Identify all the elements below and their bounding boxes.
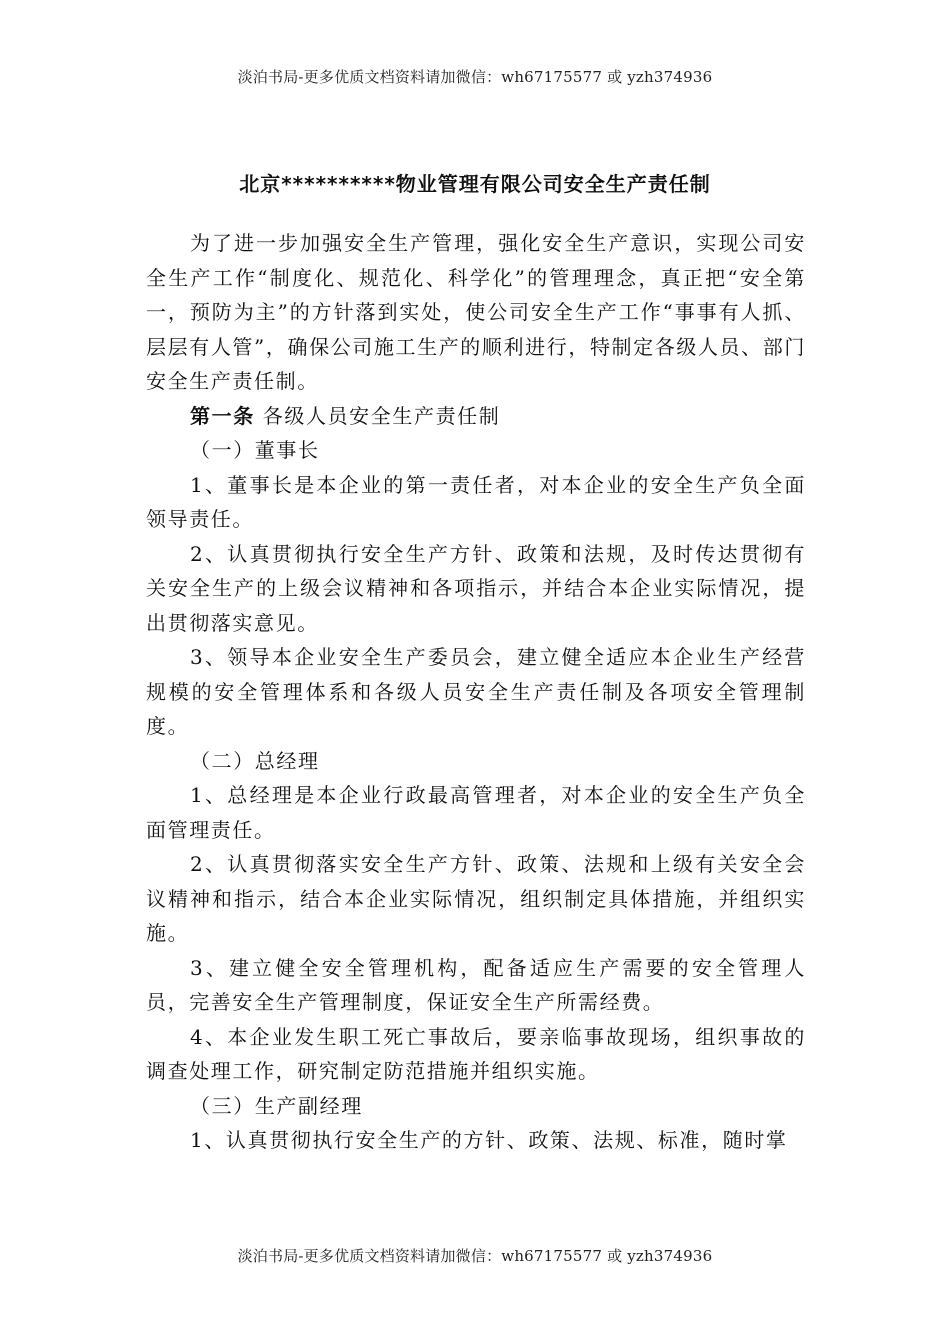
article-title: 各级人员安全生产责任制: [254, 403, 501, 428]
section-heading: （二）总经理: [190, 748, 320, 773]
list-item: 3、建立健全安全管理机构，配备适应生产需要的安全管理人员，完善安全生产管理制度，保证安全生产所需经费。: [146, 955, 806, 1014]
list-item: 1、总经理是本企业行政最高管理者，对本企业的安全生产负全面管理责任。: [146, 783, 806, 842]
page-header: 淡泊书局-更多优质文档资料请加微信：wh67175577 或 yzh374936: [237, 68, 713, 86]
document-body: [146, 226, 806, 1158]
list-item: 1、认真贯彻执行安全生产的方针、政策、法规、标准，随时掌: [190, 1128, 788, 1152]
document-title: 北京**********物业管理有限公司安全生产责任制: [239, 172, 711, 196]
section-heading: （三）生产副经理: [190, 1093, 363, 1118]
article-heading: [146, 399, 806, 434]
article-label: 第一条: [190, 403, 255, 428]
list-item: 2、认真贯彻执行安全生产方针、政策和法规，及时传达贯彻有关安全生产的上级会议精神和各项指示，并结合本企业实际情况，提出贯彻落实意见。: [146, 541, 806, 635]
list-item: 1、董事长是本企业的第一责任者，对本企业的安全生产负全面领导责任。: [146, 472, 806, 531]
list-item: 4、本企业发生职工死亡事故后，要亲临事故现场，组织事故的调查处理工作，研究制定防范措施并组织实施。: [146, 1024, 806, 1083]
list-item: 2、认真贯彻落实安全生产方针、政策、法规和上级有关安全会议精神和指示，结合本企业实际情况，组织制定具体措施，并组织实施。: [146, 852, 806, 945]
list-item: 3、领导本企业安全生产委员会，建立健全适应本企业生产经营规模的安全管理体系和各级人员安全生产责任制及各项安全管理制度。: [146, 645, 806, 738]
intro-paragraph: 为了进一步加强安全生产管理，强化安全生产意识，实现公司安全生产工作“制度化、规范化、科学化”的管理理念，真正把“安全第一，预防为主”的方针落到实处，使公司安全生产工作“事事有人抓、层层有人管”，确保公司施工生产的顺利进行，特制定各级人员、部门安全生产责任制。: [146, 231, 806, 393]
section-heading: （一）董事长: [190, 438, 320, 462]
page-footer: 淡泊书局-更多优质文档资料请加微信：wh67175577 或 yzh374936: [237, 1247, 713, 1265]
